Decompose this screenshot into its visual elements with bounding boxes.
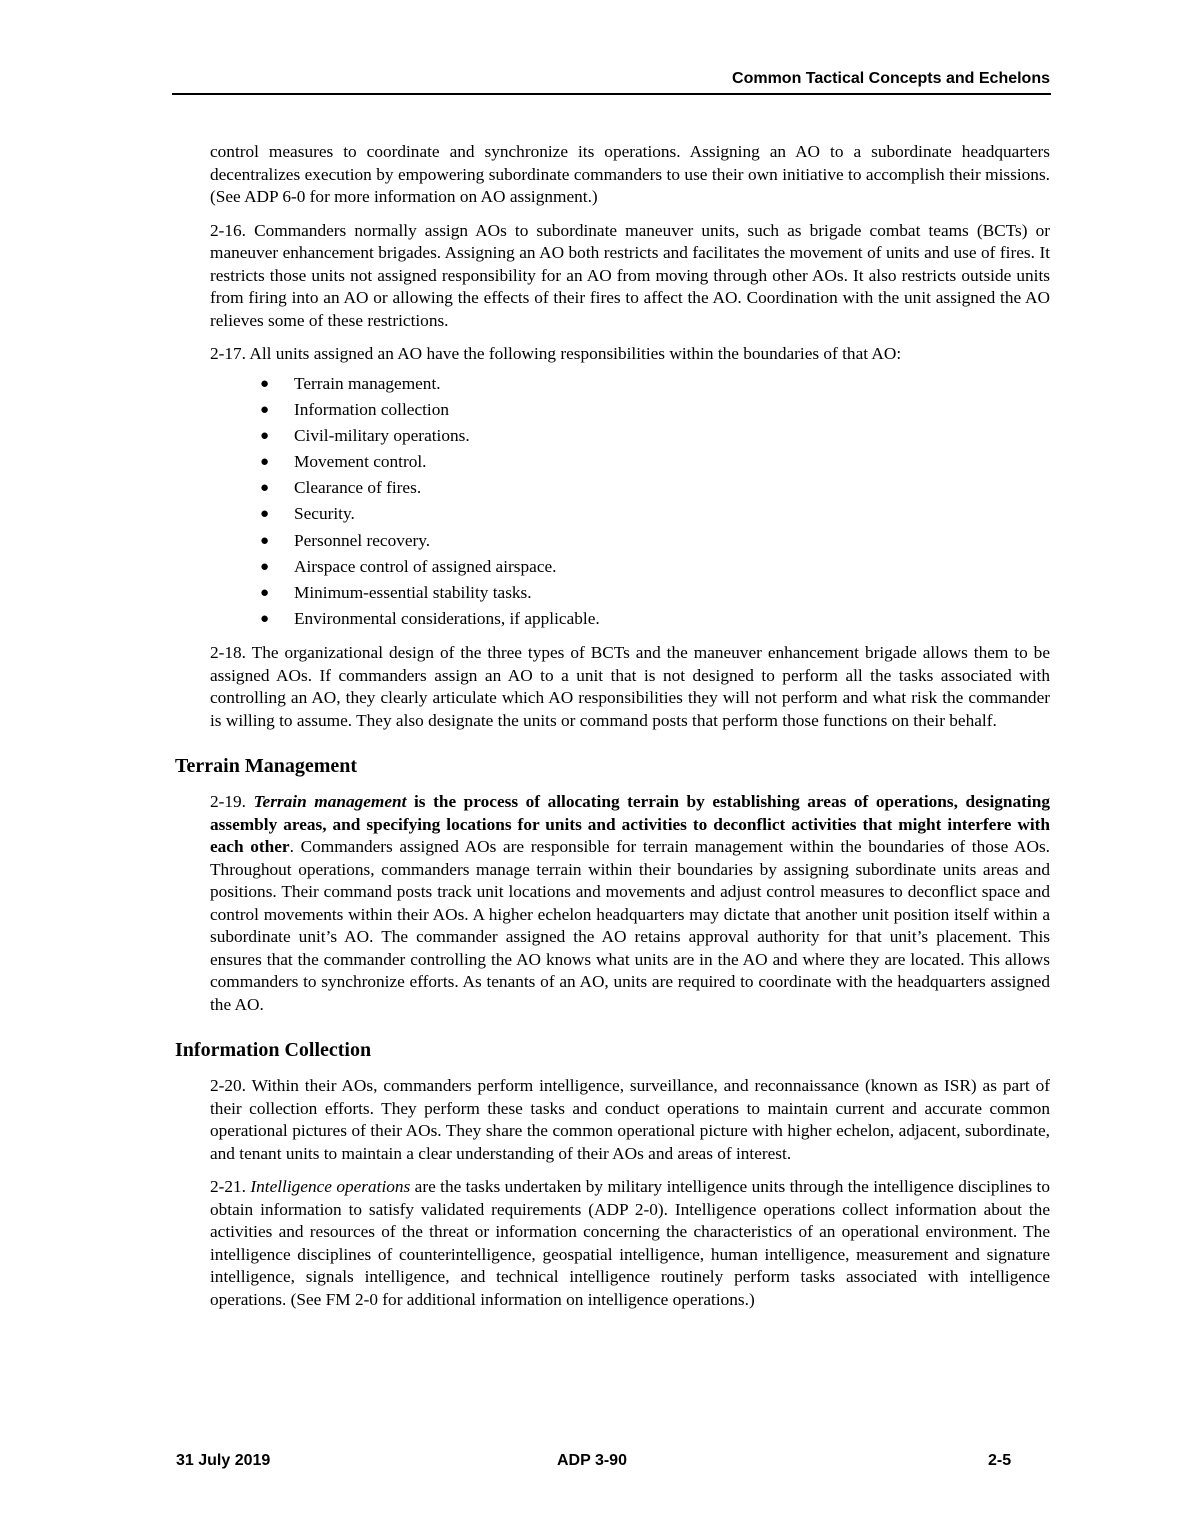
responsibilities-list	[210, 371, 1050, 633]
list-item: ● Clearance of fires.	[210, 475, 1050, 501]
list-item: ● Personnel recovery.	[210, 528, 1050, 554]
list-item: ● Civil-military operations.	[210, 423, 1050, 449]
footer-publication: ADP 3-90	[557, 1452, 627, 1469]
paragraph-2-17: 2-17. All units assigned an AO have the following responsibilities within the boundaries of that AO:	[210, 344, 902, 363]
bullet-icon: ●	[260, 480, 270, 497]
bullet-icon: ●	[260, 401, 270, 418]
list-item: ● Environmental considerations, if applicable.	[210, 606, 1050, 632]
list-item: ● Movement control.	[210, 449, 1050, 475]
bullet-icon: ●	[260, 611, 270, 628]
footer-page-number: 2-5	[988, 1452, 1012, 1469]
footer-date: 31 July 2019	[176, 1452, 271, 1469]
defined-term: Intelligence operations	[250, 1177, 411, 1197]
paragraph-2-16: 2-16. Commanders normally assign AOs to subordinate maneuver units, such as brigade combat teams (BCTs) or maneuver enhancement brigades. Assigning an AO both restricts and facilitates the movement of units and use of fires. It restricts those units not assigned responsibility for an AO from moving through other AOs. It also restricts outside units from firing into an AO or allowing the effects of their fires to affect the AO. Coordination with the unit assigned the AO relieves some of these restrictions.	[210, 220, 1050, 330]
bullet-icon: ●	[260, 506, 270, 523]
heading-information-collection: Information Collection	[175, 1039, 372, 1062]
paragraph-2-19: 2-19. Terrain management is the process of allocating terrain by establishing areas of operations, designating assembly areas, and specifying locations for units and activities to deconflict activities that might interfere with each other. Commanders assigned AOs are responsible for terrain management within the boundaries of those AOs. Throughout operations, commanders manage terrain within their boundaries by assigning subordinate units areas and positions. Their command posts track unit locations and movements and adjust control measures to deconflict space and control movements within their AOs. A higher echelon headquarters may dictate that another unit position itself within a subordinate unit’s AO. The commander assigned the AO retains approval authority for that unit’s placement. This ensures that the commander controlling the AO knows what units are in the AO and where they are located. This allows commanders to synchronize efforts. As tenants of an AO, units are required to coordinate with the headquarters assigned the AO.	[210, 792, 1050, 1014]
list-item: ● Terrain management.	[210, 371, 1050, 397]
paragraph-2-18: 2-18. The organizational design of the three types of BCTs and the maneuver enhancement brigade allows them to be assigned AOs. If commanders assign an AO to a unit that is not designed to perform all the tasks associated with controlling an AO, they clearly articulate which AO responsibilities they will not perform and what risk the commander is willing to assume. They also designate the units or command posts that perform those functions on their behalf.	[210, 643, 1050, 730]
definition-text: is the process of allocating terrain by establishing areas of operations, designating assembly areas, and specifying locations for units and activities to deconflict activities that might interfere with each other	[210, 792, 1050, 857]
heading-terrain-management: Terrain Management	[175, 755, 358, 778]
bullet-icon: ●	[260, 454, 270, 471]
paragraph-2-20: 2-20. Within their AOs, commanders perform intelligence, surveillance, and reconnaissance (known as ISR) as part of their collection efforts. They perform these tasks and conduct operations to maintain current and accurate common operational pictures of their AOs. They share the common operational picture with higher echelon, adjacent, subordinate, and tenant units to maintain a clear understanding of their AOs and areas of interest.	[210, 1076, 1050, 1163]
running-header: Common Tactical Concepts and Echelons	[732, 70, 1050, 87]
defined-term: Terrain management	[253, 792, 407, 812]
list-item: ● Security.	[210, 501, 1050, 527]
list-item: ● Minimum-essential stability tasks.	[210, 580, 1050, 606]
bullet-icon: ●	[260, 427, 270, 444]
bullet-icon: ●	[260, 585, 270, 601]
body-text	[175, 141, 1050, 1322]
bullet-icon: ●	[260, 375, 270, 392]
list-item: ● Information collection	[210, 397, 1050, 423]
list-item: ● Airspace control of assigned airspace.	[210, 554, 1050, 580]
paragraph-continued: control measures to coordinate and synchronize its operations. Assigning an AO to a subordinate headquarters decentralizes execution by empowering subordinate commanders to use their own initiative to accomplish their missions. (See ADP 6-0 for more information on AO assignment.)	[210, 142, 1050, 206]
header-rule	[172, 93, 1051, 95]
paragraph-2-21: 2-21. Intelligence operations are the tasks undertaken by military intelligence units through the intelligence disciplines to obtain information to satisfy validated requirements (ADP 2-0). Intelligence operations collect information about the activities and resources of the threat or information concerning the characteristics of an operational environment. The intelligence disciplines of counterintelligence, geospatial intelligence, human intelligence, measurement and signature intelligence, signals intelligence, and technical intelligence routinely perform tasks associated with intelligence operations. (See FM 2-0 for additional information on intelligence operations.)	[210, 1177, 1050, 1309]
bullet-icon: ●	[260, 558, 270, 575]
bullet-icon: ●	[260, 532, 270, 549]
